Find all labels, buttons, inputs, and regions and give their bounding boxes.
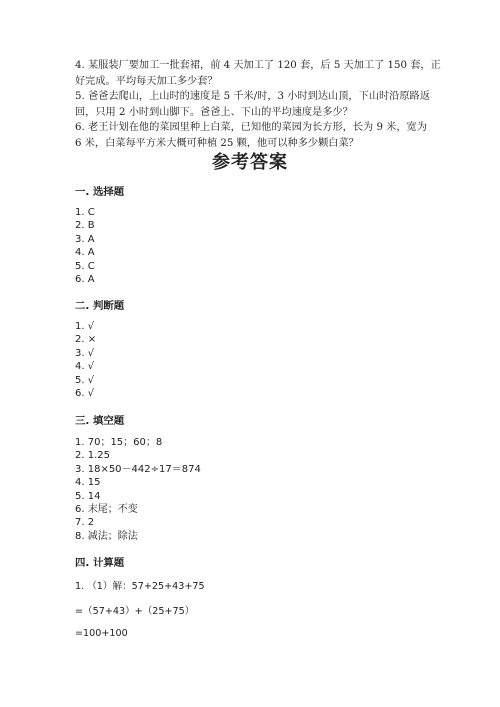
list-item: 5. √ [75,374,95,386]
list-item: 3. A [75,233,95,245]
answer-title: 参考答案 [212,152,288,173]
judge-answer-list [75,320,96,400]
problem-6-line-1: 6. 老王计划在他的菜园里种上白菜，已知他的菜园为长方形，长为 9 米，宽为 [75,122,427,134]
list-item: 4. 15 [75,477,101,489]
list-item: 5. 14 [75,490,101,502]
problem-5-line-1: 5. 爸爸去爬山，上山时的速度是 5 千米/时，3 小时到达山顶，下山时沿原路返 [75,91,430,103]
list-item: 1. √ [75,321,95,332]
problem-6-line-2: 6 米，白菜每平方米大概可种植 25 颗，他可以种多少颗白菜？ [75,137,359,149]
problem-4-line-2: 好完成。平均每天加工多少套？ [75,75,218,87]
list-item: 3. √ [75,347,95,359]
calc-line-1: 1. （1）解：57+25+43+75 [75,581,205,592]
problem-4-line-1: 4. 某服装厂要加工一批套裙，前 4 天加工了 120 套，后 5 天加工了 150 套，正 [75,60,441,71]
calc-line-3: =100+100 [75,628,128,639]
list-item: 4. A [75,247,95,259]
list-item: 8. 减法；除法 [75,530,138,542]
problem-5-line-2: 回，只用 2 小时到山脚下。爸爸上、下山的平均速度是多少？ [75,106,353,118]
list-item: 6. √ [75,388,95,400]
list-item: 2. 1.25 [75,450,110,462]
problem-text-block [75,58,441,152]
list-item: 6. A [75,274,95,286]
list-item: 1. 70；15；60；8 [75,437,163,448]
list-item: 7. 2 [75,517,95,529]
list-item: 5. C [75,260,95,272]
section-heading-judge: 二. 判断题 [75,300,125,312]
section-heading-fill: 三. 填空题 [75,415,125,427]
list-item: 1. C [75,207,95,218]
list-item: 4. √ [75,361,95,373]
section-heading-calc: 四. 计算题 [75,557,125,569]
fill-answer-list [75,436,201,543]
choice-answer-list [75,206,95,286]
list-item: 2. B [75,220,95,232]
list-item: 6. 末尾；不变 [75,504,138,516]
calc-line-2: =（57+43）+（25+75） [75,606,195,617]
list-item: 2. × [75,334,97,346]
section-heading-choice: 一. 选择题 [75,186,125,198]
list-item: 3. 18×50－442÷17＝874 [75,463,201,475]
